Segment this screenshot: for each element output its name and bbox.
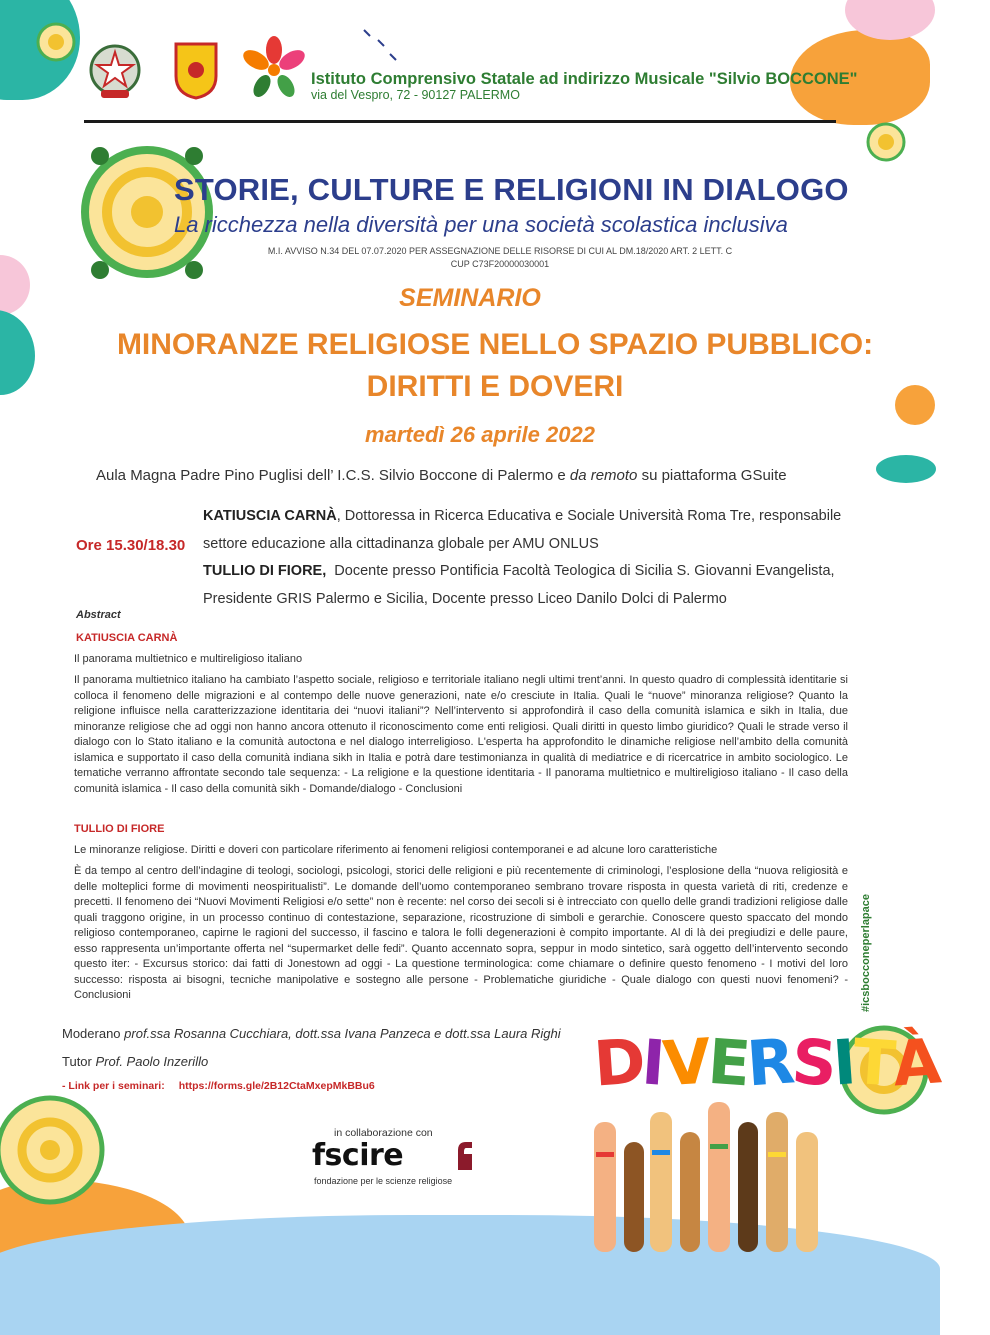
header-divider: [84, 120, 836, 123]
diversita-artwork: [591, 1024, 941, 1101]
speaker-1-line-2: settore educazione alla cittadinanza globale per AMU ONLUS: [203, 535, 599, 552]
moderators-names: prof.ssa Rosanna Cucchiara, dott.ssa Ivana Panzeca e dott.ssa Laura Righi: [124, 1026, 561, 1041]
speaker-2-role: Docente presso Pontificia Facoltà Teologica di Sicilia S. Giovanni Evangelista,: [326, 563, 835, 579]
hashtag: #icsbocconeperlapace: [860, 893, 872, 1012]
speaker-1-role: , Dottoressa in Ricerca Educativa e Sociale Università Roma Tre, responsabile: [336, 508, 842, 524]
italian-republic-emblem-icon: [87, 40, 143, 102]
diversita-letter: T: [850, 1024, 896, 1101]
seminar-venue: [96, 467, 787, 484]
moderators-prefix: Moderano: [62, 1026, 125, 1041]
speaker-1-name: KATIUSCIA CARNÀ: [203, 508, 337, 524]
abstract-2-text: È da tempo al centro dell’indagine di teologi, sociologi, psicologi, storici delle religioni e più recentemente di criminologi, l’esplosione della “nuova religiosità e delle molteplici forme di movimenti neospiritualisti”. Le domande dell’uomo contemporaneo sembrano trovare risposta in questa varietà di riti, credenze e precetti. Il fenomeno dei “Nuovi Movimenti Religiosi e/o sette” non è recente: nel corso dei secoli si è intrecciato con quello delle grandi tradizioni religiose dalle quali traggono origine, in un processo continuo di contestazione, separazione, ricostruzione di simboli e gerarchie. Conoscere questo spaccato del mondo religioso contemporaneo, capirne le ragioni del successo, il fascino e talora le folli degenerazioni è compito importante. Al di là dei pregiudizi e delle paure, esso rappresenta un’importante offerta nel “supermarket delle fedi”. Quanto accennato sopra, seppur in modo sintetico, sarà oggetto dell’intervento secondo questo iter: - Excursus storico: dai fatti di Jonestown ad oggi - La questione terminologica: come chiamare o definire questo fenomeno - I motivi del loro successo: risposta ai bisogni, tecniche manipolative e sostegno alle persone - Problematiche giuridiche - Quale dialogo con questi nuovi fenomeni? - Conclusioni: [74, 865, 848, 1001]
fscire-logo: fscire: [312, 1138, 404, 1173]
ornament-small-top-left-icon: [34, 20, 78, 64]
diversita-letter: D: [591, 1024, 645, 1101]
diversita-letter: À: [890, 1024, 941, 1101]
diversita-letter: E: [705, 1024, 750, 1101]
school-flower-logo-icon: [240, 36, 308, 104]
venue-text-2: su piattaforma GSuite: [637, 467, 787, 484]
decor-dashes-icon: [360, 26, 400, 66]
decor-blob-teal-right: [876, 455, 936, 483]
abstract-label: Abstract: [76, 609, 121, 621]
speaker-1-line-1: [203, 503, 863, 531]
diversita-letter: I: [639, 1025, 666, 1100]
seminar-link-row: [62, 1080, 375, 1092]
seminar-time: Ore 15.30/18.30: [76, 537, 186, 554]
sicily-region-emblem-icon: [172, 40, 220, 100]
abstract-1-topic: Il panorama multietnico e multireligioso italiano: [74, 653, 303, 665]
seminar-title-line-1: MINORANZE RELIGIOSE NELLO SPAZIO PUBBLICO:: [116, 328, 874, 361]
diversita-letter: S: [789, 1024, 836, 1101]
ornament-small-right-icon: [864, 120, 908, 164]
cup-code: CUP C73F20000030001: [450, 259, 550, 269]
project-subtitle: La ricchezza nella diversità per una società scolastica inclusiva: [174, 212, 788, 237]
seminar-date: martedì 26 aprile 2022: [365, 422, 595, 447]
school-address: via del Vespro, 72 - 90127 PALERMO: [311, 88, 520, 102]
speakers-list: [203, 503, 863, 613]
venue-remote: da remoto: [569, 467, 638, 484]
school-name: Istituto Comprensivo Statale ad indirizzo Musicale "Silvio BOCCONE": [311, 70, 858, 88]
seminar-link[interactable]: https://forms.gle/2B12CtaMxepMkBBu6: [178, 1080, 375, 1092]
tutor: [62, 1054, 208, 1069]
seminar-label: SEMINARIO: [399, 284, 541, 312]
diversita-letter: V: [660, 1024, 710, 1101]
tutor-name: Prof. Paolo Inzerillo: [95, 1054, 209, 1069]
venue-text-1: Aula Magna Padre Pino Puglisi dell’ I.C.S. Silvio Boccone di Palermo e: [96, 467, 570, 484]
funding-notice: M.I. AVVISO N.34 DEL 07.07.2020 PER ASSEGNAZIONE DELLE RISORSE DI CUI AL DM.18/2020 ART. 2 LETT. C: [267, 246, 733, 256]
abstract-1-speaker: KATIUSCIA CARNÀ: [76, 632, 178, 644]
fscire-mark-icon: [454, 1140, 476, 1172]
seminar-link-label: - Link per i seminari:: [62, 1080, 165, 1092]
moderators: [62, 1026, 561, 1041]
fscire-subtitle: fondazione per le scienze religiose: [314, 1176, 453, 1186]
ornament-bottom-left-icon: [0, 1090, 120, 1210]
abstract-2-speaker: TULLIO DI FIORE: [74, 823, 165, 835]
raised-hands-artwork-icon: [584, 1092, 844, 1252]
seminar-title-line-2: DIRITTI E DOVERI: [366, 370, 624, 403]
abstract-1-text: Il panorama multietnico italiano ha cambiato l’aspetto sociale, religioso e territoriale italiano negli ultimi trent’anni. In questo quadro di complessità identitarie si colloca il fenomeno delle migrazioni e al contempo delle nuove generazioni, nate e/o cresciute in Italia. Quali le “nuove” minoranza religiose? Quanto la religione influisce nella caratterizzazione identitaria dei “nuovi italiani”? Nell’intervento si approfondirà il caso della comunità islamica e sikh in Italia, due minoranze religiose che ad oggi non hanno ancora ottenuto il riconoscimento come enti religiosi. Quali diritti in questo limbo giuridico? Quali le strade verso il dialogo con lo Stato italiano e la comunità autoctona e nel dialogo interreligioso. L'esperta ha approfondito le dinamiche religiose nell’ambito della comunità islamica e supportato il caso della comunità indiana sikh in Italia e potrà dare testimonianza in qualità di mediatrice e di ricercatrice in ambito sociologico. Le tematiche verranno affrontate secondo tale sequenza: - La religione e la questione identitaria - Il panorama multietnico e multireligioso italiano - Il caso della comunità islamica - Il caso della comunità sikh - Domande/dialogo - Conclusioni: [74, 674, 848, 795]
speaker-2-name: TULLIO DI FIORE,: [203, 563, 327, 579]
speaker-2-line-2: Presidente GRIS Palermo e Sicilia, Docente presso Liceo Danilo Dolci di Palermo: [203, 590, 727, 607]
seminar-title: [0, 324, 990, 408]
abstract-2-topic: Le minoranze religiose. Diritti e doveri con particolare riferimento ai fenomeni religiosi contemporanei e ad alcune loro caratteristiche: [74, 844, 718, 856]
diversita-letter: R: [744, 1024, 795, 1101]
project-title: STORIE, CULTURE E RELIGIONI IN DIALOGO: [174, 172, 849, 207]
speaker-2-line-1: [203, 558, 863, 586]
diversita-letter: I: [830, 1025, 856, 1100]
tutor-prefix: Tutor: [62, 1054, 96, 1069]
collaboration-label: in collaborazione con: [334, 1127, 433, 1139]
